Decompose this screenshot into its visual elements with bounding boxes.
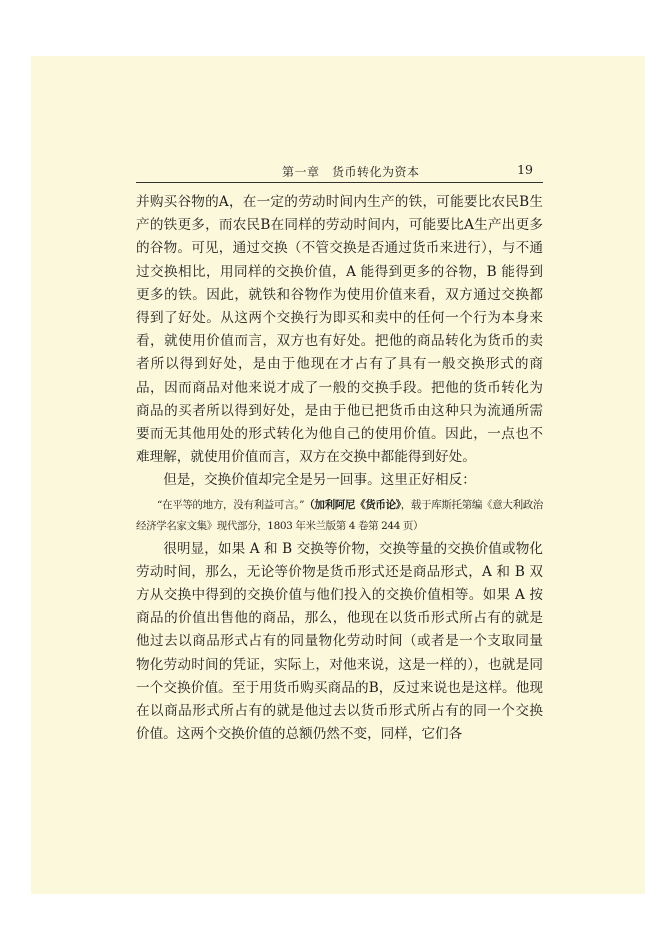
quote-source-detail: ，载于库斯托第编《意大利政治经济学名家文集》现代部分，1803 年米兰版第 4 卷第 244 页） [136,498,544,532]
paragraph-3: 很明显，如果 A 和 B 交换等价物，交换等量的交换价值或物化劳动时间，那么，无论等价物是货币形式还是商品形式，A 和 B 双方从交换中得到的交换价值与他们投入的交换价值相等。如果 A 按商品的价值出售他的商品，那么，他现在以货币形式所占有的就是他过去以商品形式占有的同量物化劳动时间（或者是一个支取同量物化劳动时间的凭证，实际上，对他来说，这是一样的），也就是同一个交换价值。至于用货币购买商品的B，反过来说也是这样。他现在以商品形式所占有的就是他过去以货币形式所占有的同一个交换价值。这两个交换价值的总额仍然不变，同样，它们各 [136,540,543,743]
running-header [136,160,543,183]
block-quote [136,495,543,537]
quote-text: “在平等的地方，没有利益可言。” [157,498,305,511]
main-text [136,191,543,746]
page-number: 19 [517,162,533,177]
quote-source-author: （加利阿尼《货币论》 [304,498,401,511]
paragraph-1: 并购买谷物的A，在一定的劳动时间内生产的铁，可能要比农民B生产的铁更多，而农民B在同样的劳动时间内，可能要比A生产出更多的谷物。可见，通过交换（不管交换是否通过货币来进行），与不通过交换相比，用同样的交换价值，A 能得到更多的谷物，B 能得到更多的铁。因此，就铁和谷物作为使用价值来看，双方通过交换都得到了好处。从这两个交换行为即买和卖中的任何一个行为本身来看，就使用价值而言，双方也有好处。把他的商品转化为货币的卖者所以得到好处，是由于他现在才占有了具有一般交换形式的商品，因而商品对他来说才成了一般的交换手段。把他的货币转化为商品的买者所以得到好处，是由于他已把货币由这种只为流通所需要而无其他用处的形式转化为他自己的使用价值。因此，一点也不难理解，就使用价值而言，双方在交换中都能得到好处。 [136,194,543,466]
paragraph-2: 但是，交换价值却完全是另一回事。这里正好相反： [163,472,476,489]
chapter-title: 第一章 货币转化为资本 [282,165,420,179]
